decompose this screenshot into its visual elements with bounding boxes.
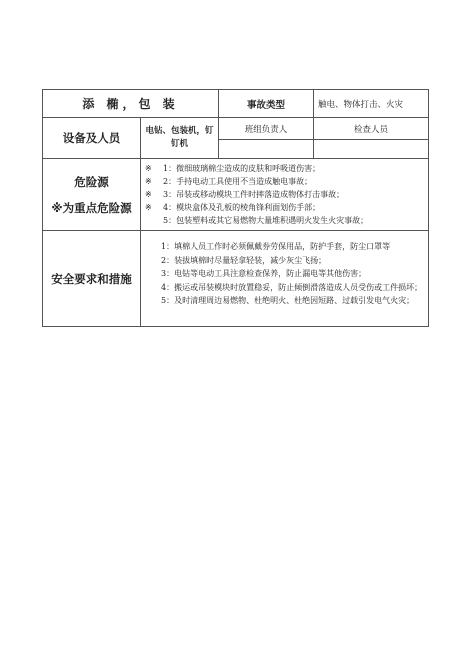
safety-list bbox=[141, 231, 429, 327]
hazard-text: 2：手持电动工具使用不当造成触电事故； bbox=[163, 177, 313, 186]
safety-label: 安全要求和措施 bbox=[43, 231, 141, 327]
inspector-value bbox=[314, 140, 429, 159]
team-leader-value bbox=[219, 140, 314, 159]
hazard-text: 1：微细玻璃棉尘造成的皮肤和呼吸道伤害； bbox=[163, 164, 321, 173]
hazard-list bbox=[141, 159, 429, 231]
safety-item: 5：及时清理周边易燃物、杜绝明火、杜绝因短路、过载引发电气火灾； bbox=[161, 296, 415, 306]
hazard-label-line1: 危险源 bbox=[74, 174, 109, 189]
equipment-value-line2: 钉机 bbox=[171, 139, 189, 149]
hazard-mark: ※ bbox=[145, 190, 152, 199]
equipment-value bbox=[141, 118, 219, 159]
hazard-text: 5：包装塑料或其它易燃物大量堆积遇明火发生火灾事故； bbox=[163, 216, 369, 225]
safety-risk-table bbox=[42, 89, 429, 327]
safety-item: 2：装拔填棉时尽量轻拿轻装，减少灰尘飞扬； bbox=[161, 255, 327, 265]
hazard-mark: ※ bbox=[145, 203, 152, 212]
equipment-value-line1: 电钻、包装机，钉 bbox=[145, 126, 214, 136]
inspector-label: 检查人员 bbox=[314, 118, 429, 140]
hazard-item bbox=[145, 175, 428, 188]
hazard-mark: ※ bbox=[145, 177, 152, 186]
hazard-item bbox=[145, 188, 428, 201]
hazard-text: 4：模块盒体及孔板的棱角锋利面划伤手部； bbox=[163, 203, 321, 212]
hazard-mark: ※ bbox=[145, 164, 152, 173]
work-title: 添 椭，包 装 bbox=[43, 90, 219, 118]
safety-item: 3：电钻等电动工具注意检查保养，防止漏电等其他伤害； bbox=[161, 269, 367, 279]
equipment-label: 设备及人员 bbox=[43, 118, 141, 159]
accident-type-label: 事故类型 bbox=[219, 90, 314, 118]
team-leader-label: 班组负责人 bbox=[219, 118, 314, 140]
accident-type-value: 触电、物体打击、火灾 bbox=[314, 90, 429, 118]
hazard-label-line2: ※为重点危险源 bbox=[51, 200, 132, 215]
hazard-label bbox=[43, 159, 141, 231]
safety-item: 1：填棉人员工作时必须佩戴券劳保用品，防护手套，防尘口罩等 bbox=[161, 242, 391, 251]
hazard-item bbox=[145, 201, 428, 214]
hazard-text: 3：吊装或移动模块工件时摔落造成物体打击事故； bbox=[163, 190, 345, 199]
hazard-item bbox=[145, 162, 428, 175]
hazard-item bbox=[145, 214, 428, 227]
safety-item: 4：搬运或吊装模块时放置稳妥，防止倾倒滑落造成人员受伤或工件损坏； bbox=[161, 282, 423, 292]
